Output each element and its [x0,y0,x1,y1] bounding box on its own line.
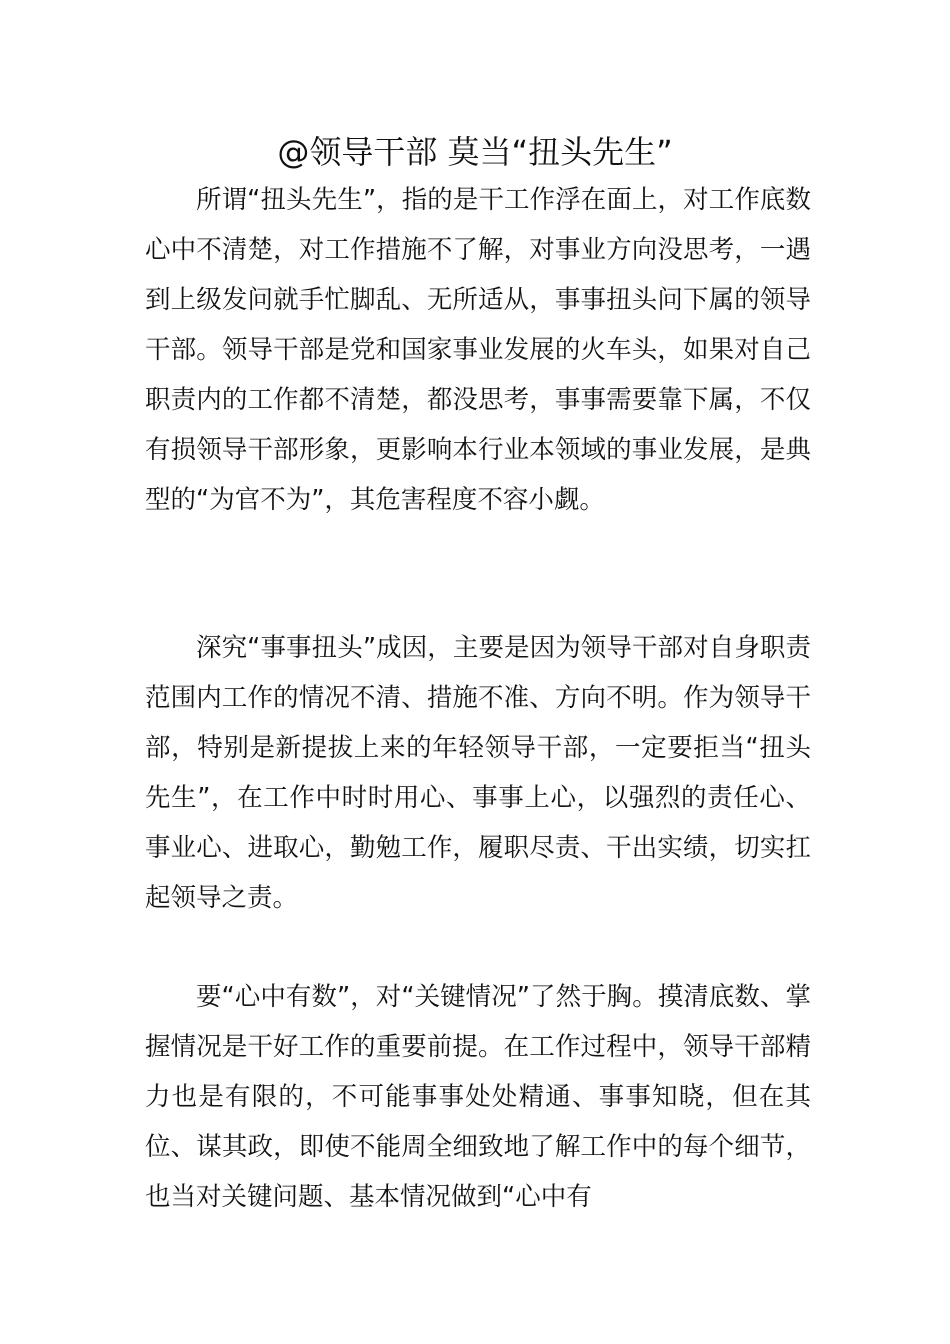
paragraph-1: 所谓“扭头先生”，指的是干工作浮在面上，对工作底数心中不清楚，对工作措施不了解，对事业方向没思考，一遇到上级发问就手忙脚乱、无所适从，事事扭头问下属的领导干部。领导干部是党和国家事业发展的火车头，如果对自己职责内的工作都不清楚，都没思考，事事需要靠下属，不仅有损领导干部形象，更影响本行业本领域的事业发展，是典型的“为官不为”，其危害程度不容小觑。 [145,185,811,515]
paragraph-3: 要“心中有数”，对“关键情况”了然于胸。摸清底数、掌握情况是干好工作的重要前提。在工作过程中，领导干部精力也是有限的，不可能事事处处精通、事事知晓，但在其位、谋其政，即使不能周全细致地了解工作中的每个细节，也当对关键问题、基本情况做到“心中有 [145,982,811,1212]
document-title: @领导干部 莫当“扭头先生” [277,133,673,171]
paragraph-2: 深究“事事扭头”成因，主要是因为领导干部对自身职责范围内工作的情况不清、措施不准、方向不明。作为领导干部，特别是新提拔上来的年轻领导干部，一定要拒当“扭头先生”，在工作中时时用心、事事上心，以强烈的责任心、事业心、进取心，勤勉工作，履职尽责、干出实绩，切实扛起领导之责。 [145,633,811,913]
